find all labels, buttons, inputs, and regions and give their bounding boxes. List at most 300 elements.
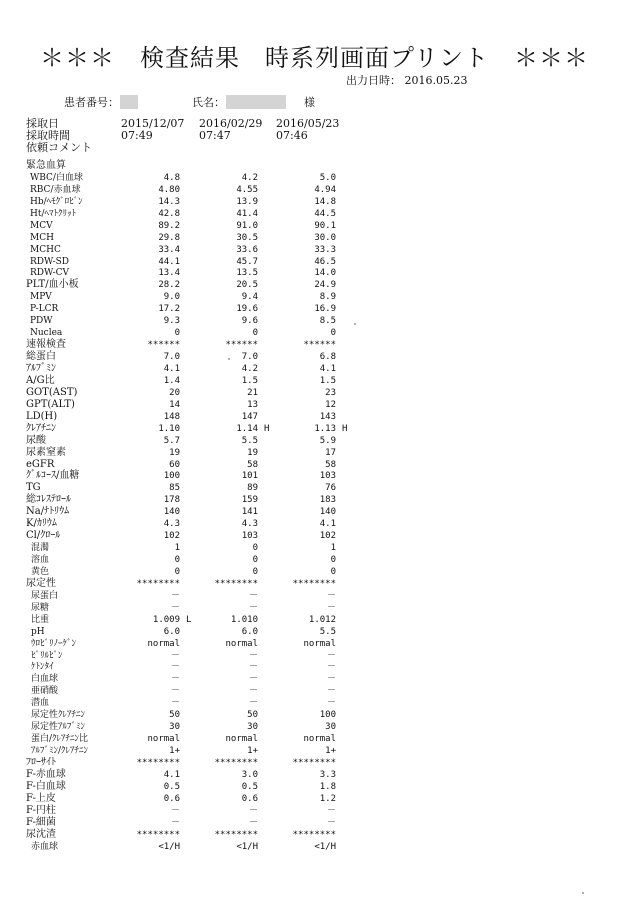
- row-label: 黄色: [31, 566, 50, 577]
- row-label: 赤血球: [31, 841, 59, 852]
- row-label: 溶血: [31, 555, 50, 566]
- value-cell-2: 50: [247, 710, 258, 721]
- value-cell-3: 46.5: [314, 256, 336, 267]
- table-row: [0, 160, 640, 172]
- row-label: 亜硝酸: [31, 686, 59, 697]
- table-row: [0, 745, 640, 757]
- table-row: [0, 709, 640, 721]
- value-cell-3: 1.5: [319, 375, 336, 386]
- value-cell-3: 5.5: [319, 626, 336, 637]
- value-cell-3: －: [326, 805, 336, 816]
- value-cell-2: 5.5: [241, 435, 258, 446]
- value-cell-2: －: [248, 650, 258, 661]
- value-cell-3: 103: [319, 471, 336, 482]
- table-row: [0, 435, 640, 447]
- value-cell-2: 19.6: [236, 304, 258, 315]
- row-label: MCHC: [30, 244, 61, 255]
- row-label: WBC/白血球: [30, 172, 83, 183]
- row-label: PLT/血小板: [26, 279, 79, 291]
- value-cell-1: －: [170, 650, 180, 661]
- row-label: F-円柱: [26, 804, 56, 816]
- row-label: pH: [31, 626, 45, 637]
- value-cell-1: 28.2: [158, 280, 180, 291]
- value-cell-1: －: [170, 602, 180, 613]
- value-cell-1: 20: [169, 387, 180, 398]
- value-cell-2: －: [248, 662, 258, 673]
- row-label: 総ｺﾚｽﾃﾛｰﾙ: [26, 494, 71, 506]
- value-cell-3: －: [326, 686, 336, 697]
- value-cell-2: <1/H: [236, 841, 258, 852]
- row-label: MCH: [30, 232, 54, 243]
- value-cell-2: 33.6: [236, 244, 258, 255]
- table-row: [0, 423, 640, 435]
- value-cell-2: －: [248, 674, 258, 685]
- value-cell-1: ********: [136, 829, 180, 840]
- patient-id-label: 患者番号：: [64, 96, 119, 109]
- value-cell-2: 4.55: [236, 184, 258, 195]
- value-cell-2: 0: [252, 566, 258, 577]
- value-cell-2: 13: [247, 399, 258, 410]
- row-label: F-白血球: [26, 780, 66, 792]
- value-cell-2: 7.0: [241, 352, 258, 363]
- row-label: 尿沈渣: [26, 828, 56, 840]
- value-cell-1: 140: [163, 507, 180, 518]
- value-cell-1: －: [170, 674, 180, 685]
- value-cell-3: －: [326, 817, 336, 828]
- row-label: Ht/ﾍﾏﾄｸﾘｯﾄ: [30, 208, 76, 219]
- value-cell-1: 1.10: [158, 423, 180, 434]
- value-cell-3: 30: [325, 722, 336, 733]
- value-cell-2: 3.0: [241, 769, 258, 780]
- value-cell-3: 8.9: [319, 292, 336, 303]
- value-cell-2: 0: [252, 543, 258, 554]
- table-row: [0, 232, 640, 244]
- value-cell-3: 17: [325, 447, 336, 458]
- table-row: [0, 578, 640, 590]
- row-label: ｱﾙﾌﾞﾐﾝ/ｸﾚｱﾁﾆﾝ: [31, 746, 89, 757]
- value-cell-2: 30: [247, 722, 258, 733]
- value-cell-1: －: [170, 662, 180, 673]
- row-label: 尿定性: [26, 577, 56, 589]
- table-row: [0, 757, 640, 769]
- value-cell-1: ********: [136, 578, 180, 589]
- value-cell-1: normal: [147, 638, 180, 649]
- table-row: [0, 518, 640, 530]
- value-cell-1: 100: [163, 471, 180, 482]
- value-cell-3: 58: [325, 459, 336, 470]
- value-cell-2: normal: [225, 638, 258, 649]
- value-cell-2: 1.14: [236, 423, 258, 434]
- row-label: K/ｶﾘｳﾑ: [26, 518, 57, 530]
- value-cell-3: 8.5: [319, 316, 336, 327]
- row-label: 尿蛋白: [31, 590, 59, 601]
- table-row: [0, 506, 640, 518]
- value-cell-3: ******: [303, 340, 336, 351]
- row-label: RBC/赤血球: [30, 184, 81, 195]
- row-label: 比重: [31, 614, 50, 625]
- value-cell-3: 5.0: [319, 172, 336, 183]
- row-label: RDW-SD: [30, 256, 70, 267]
- value-cell-2: 4.3: [241, 519, 258, 530]
- value-cell-2: －: [248, 590, 258, 601]
- value-cell-3: 1.2: [319, 793, 336, 804]
- table-row: [0, 208, 640, 220]
- value-cell-2: 19: [247, 447, 258, 458]
- value-cell-3: 0: [330, 555, 336, 566]
- value-cell-2: 30.5: [236, 232, 258, 243]
- table-row: [0, 291, 640, 303]
- table-row: [0, 721, 640, 733]
- value-cell-2: ********: [214, 578, 258, 589]
- value-cell-3: 140: [319, 507, 336, 518]
- row-label: 潜血: [31, 698, 50, 709]
- value-cell-1: 60: [169, 459, 180, 470]
- table-row: [0, 805, 640, 817]
- value-cell-3: －: [326, 698, 336, 709]
- row-label: 尿糖: [31, 602, 50, 613]
- header-time-1: 07:49: [121, 129, 153, 142]
- patient-name-label: 氏名：: [192, 96, 225, 109]
- value-cell-1: 1.4: [163, 375, 180, 386]
- table-row: [0, 554, 640, 566]
- row-label: ｸﾞﾙｺｰｽ/血糖: [26, 470, 80, 482]
- table-row: [0, 399, 640, 411]
- header-date-1: 2015/12/07: [121, 117, 185, 130]
- table-row: [0, 387, 640, 399]
- row-label: Hb/ﾍﾓｸﾞﾛﾋﾞﾝ: [30, 196, 83, 207]
- row-label: 尿素窒素: [26, 446, 66, 458]
- header-date-2: 2016/02/29: [199, 117, 263, 130]
- row-label: 速報検査: [26, 339, 66, 351]
- value-cell-3: 6.8: [319, 352, 336, 363]
- row-label: 白血球: [31, 674, 59, 685]
- scan-speck: [582, 892, 584, 894]
- value-cell-3: normal: [303, 734, 336, 745]
- value-cell-1: 1+: [169, 746, 180, 757]
- row-label: PDW: [30, 316, 53, 327]
- value-cell-2: 13.9: [236, 196, 258, 207]
- value-cell-1: －: [170, 686, 180, 697]
- value-cell-1: －: [170, 698, 180, 709]
- row-label: ｱﾙﾌﾞﾐﾝ: [26, 362, 56, 374]
- value-cell-1: 4.80: [158, 184, 180, 195]
- value-cell-1: 4.1: [163, 363, 180, 374]
- table-row: [0, 279, 640, 291]
- value-cell-2: 1+: [247, 746, 258, 757]
- table-row: [0, 184, 640, 196]
- row-label: ｸﾚｱﾁﾆﾝ: [26, 422, 56, 434]
- row-label: 尿酸: [26, 434, 46, 446]
- value-cell-2: －: [248, 817, 258, 828]
- value-cell-1: 5.7: [163, 435, 180, 446]
- table-row: [0, 267, 640, 279]
- value-cell-3: normal: [303, 638, 336, 649]
- value-cell-3: 143: [319, 411, 336, 422]
- value-cell-2: 20.5: [236, 280, 258, 291]
- value-cell-1: 6.0: [163, 626, 180, 637]
- value-cell-1: －: [170, 805, 180, 816]
- row-label: A/G比: [26, 374, 55, 386]
- table-row: [0, 829, 640, 841]
- table-row: [0, 363, 640, 375]
- value-cell-1: 17.2: [158, 304, 180, 315]
- value-cell-3: －: [326, 662, 336, 673]
- table-row: [0, 470, 640, 482]
- honorific: 様: [304, 96, 315, 109]
- value-cell-3: －: [326, 650, 336, 661]
- row-label: TG: [26, 482, 41, 494]
- value-cell-3: 12: [325, 399, 336, 410]
- page-title: ＊＊＊ 検査結果 時系列画面プリント ＊＊＊: [40, 44, 590, 72]
- value-cell-1: 19: [169, 447, 180, 458]
- value-cell-2: 41.4: [236, 208, 258, 219]
- table-row: [0, 638, 640, 650]
- value-cell-2: 0: [252, 328, 258, 339]
- table-row: [0, 602, 640, 614]
- value-cell-3: ********: [292, 758, 336, 768]
- value-cell-2: ******: [225, 340, 258, 351]
- header-time-2: 07:47: [199, 129, 231, 142]
- row-label: 総蛋白: [26, 351, 56, 363]
- value-cell-2: 103: [241, 531, 258, 542]
- value-cell-3: 44.5: [314, 208, 336, 219]
- row-label: F-赤血球: [26, 768, 66, 780]
- value-cell-2: ********: [214, 829, 258, 840]
- value-cell-1: 9.3: [163, 316, 180, 327]
- value-cell-2: 141: [241, 507, 258, 518]
- value-cell-3: ********: [292, 829, 336, 840]
- value-cell-3: 3.3: [319, 769, 336, 780]
- table-row: [0, 733, 640, 745]
- value-cell-1: 89.2: [158, 220, 180, 231]
- value-cell-3: －: [326, 590, 336, 601]
- row-label: LD(H): [26, 410, 58, 422]
- value-cell-1: 33.4: [158, 244, 180, 255]
- value-cell-2: 4.2: [241, 172, 258, 183]
- value-cell-2: 45.7: [236, 256, 258, 267]
- table-row: [0, 244, 640, 256]
- table-row: [0, 590, 640, 602]
- table-row: [0, 327, 640, 339]
- table-row: [0, 482, 640, 494]
- value-cell-3: 183: [319, 495, 336, 506]
- row-label: Nuclea: [30, 328, 63, 339]
- value-cell-2: －: [248, 686, 258, 697]
- header-label-date: 採取日: [26, 117, 59, 130]
- value-cell-3: 23: [325, 387, 336, 398]
- row-label: P-LCR: [30, 304, 59, 315]
- value-cell-3: 30.0: [314, 232, 336, 243]
- value-cell-1: ******: [147, 340, 180, 351]
- table-row: [0, 841, 640, 853]
- value-cell-3: 4.94: [314, 184, 336, 195]
- value-cell-2: 9.6: [241, 316, 258, 327]
- value-cell-1: normal: [147, 734, 180, 745]
- value-cell-2: －: [248, 602, 258, 613]
- value-cell-1: 148: [163, 411, 180, 422]
- value-cell-3: 14.0: [314, 268, 336, 279]
- flag-cell-1: L: [186, 614, 192, 625]
- value-cell-1: 42.8: [158, 208, 180, 219]
- value-cell-2: 0.5: [241, 781, 258, 792]
- value-cell-3: 102: [319, 531, 336, 542]
- table-row: [0, 375, 640, 387]
- row-label: 混濁: [31, 543, 50, 554]
- value-cell-2: －: [248, 805, 258, 816]
- row-label: Cl/ｸﾛｰﾙ: [26, 530, 61, 542]
- table-row: [0, 339, 640, 351]
- value-cell-2: 101: [241, 471, 258, 482]
- scan-speck: [354, 323, 356, 325]
- value-cell-1: ********: [136, 758, 180, 768]
- table-row: [0, 447, 640, 459]
- value-cell-1: －: [170, 817, 180, 828]
- value-cell-3: 90.1: [314, 220, 336, 231]
- value-cell-1: 7.0: [163, 352, 180, 363]
- value-cell-2: 58: [247, 459, 258, 470]
- value-cell-2: 147: [241, 411, 258, 422]
- value-cell-3: <1/H: [314, 841, 336, 852]
- value-cell-1: 4.3: [163, 519, 180, 530]
- value-cell-3: 1.13: [314, 423, 336, 434]
- row-label: eGFR: [26, 458, 55, 470]
- value-cell-3: 4.1: [319, 363, 336, 374]
- row-label: F-細菌: [26, 816, 56, 828]
- value-cell-1: 85: [169, 483, 180, 494]
- flag-cell-2: H: [264, 423, 270, 434]
- row-label: Na/ﾅﾄﾘｳﾑ: [26, 506, 70, 518]
- table-row: [0, 685, 640, 697]
- row-label: MPV: [30, 292, 52, 303]
- value-cell-1: 4.8: [163, 172, 180, 183]
- row-label: ﾋﾞﾘﾙﾋﾞﾝ: [31, 650, 63, 661]
- row-label: ｳﾛﾋﾞﾘﾉｰｹﾞﾝ: [31, 638, 77, 649]
- row-label: F-上皮: [26, 792, 56, 804]
- table-row: [0, 626, 640, 638]
- value-cell-3: 4.1: [319, 519, 336, 530]
- value-cell-1: 14.3: [158, 196, 180, 207]
- table-row: [0, 650, 640, 662]
- table-row: [0, 172, 640, 184]
- table-row: [0, 494, 640, 506]
- value-cell-1: 1.009: [152, 614, 180, 625]
- value-cell-3: 14.8: [314, 196, 336, 207]
- value-cell-3: 1.012: [308, 614, 336, 625]
- value-cell-1: 4.1: [163, 769, 180, 780]
- value-cell-3: －: [326, 602, 336, 613]
- value-cell-2: ********: [214, 758, 258, 768]
- table-row: [0, 817, 640, 829]
- header-time-3: 07:46: [276, 129, 308, 142]
- table-row: [0, 769, 640, 781]
- table-row: [0, 673, 640, 685]
- value-cell-1: 50: [169, 710, 180, 721]
- value-cell-1: 29.8: [158, 232, 180, 243]
- value-cell-1: 0.5: [163, 781, 180, 792]
- value-cell-3: 0: [330, 566, 336, 577]
- row-label: ﾌﾛｰｻｲﾄ: [26, 757, 56, 768]
- table-row: [0, 256, 640, 268]
- value-cell-3: 24.9: [314, 280, 336, 291]
- value-cell-3: ********: [292, 578, 336, 589]
- output-date: 出力日時： 2016.05.23: [346, 74, 468, 87]
- table-row: [0, 351, 640, 363]
- row-label: ｹﾄﾝﾀｲ: [31, 662, 54, 673]
- value-cell-1: 0: [174, 566, 180, 577]
- value-cell-1: 0: [174, 328, 180, 339]
- value-cell-2: 21: [247, 387, 258, 398]
- table-row: [0, 220, 640, 232]
- table-row: [0, 411, 640, 423]
- table-row: [0, 196, 640, 208]
- value-cell-1: 0.6: [163, 793, 180, 804]
- value-cell-1: 1: [174, 543, 180, 554]
- row-label: 緊急血算: [26, 160, 66, 171]
- value-cell-1: 9.0: [163, 292, 180, 303]
- value-cell-2: 1.5: [241, 375, 258, 386]
- value-cell-1: 30: [169, 722, 180, 733]
- value-cell-2: 89: [247, 483, 258, 494]
- value-cell-3: 1: [330, 543, 336, 554]
- table-row: [0, 566, 640, 578]
- row-label: 蛋白/ｸﾚｱﾁﾆﾝ比: [31, 734, 89, 745]
- value-cell-2: 159: [241, 495, 258, 506]
- redacted-patient-name: [226, 95, 286, 109]
- header-label-time: 採取時間: [26, 129, 70, 142]
- table-row: [0, 661, 640, 673]
- row-label: RDW-CV: [30, 268, 70, 279]
- value-cell-1: <1/H: [158, 841, 180, 852]
- row-label: GPT(ALT): [26, 398, 75, 410]
- value-cell-1: 102: [163, 531, 180, 542]
- value-cell-3: 100: [319, 710, 336, 721]
- table-row: [0, 315, 640, 327]
- header-label-comment: 依頼コメント: [26, 141, 92, 154]
- redacted-patient-id: [120, 95, 138, 109]
- table-row: [0, 459, 640, 471]
- row-label: 尿定性ｸﾚｱﾁﾆﾝ: [31, 710, 86, 721]
- scan-speck: [228, 358, 230, 360]
- value-cell-3: 1.8: [319, 781, 336, 792]
- table-row: [0, 303, 640, 315]
- value-cell-1: 13.4: [158, 268, 180, 279]
- table-row: [0, 542, 640, 554]
- value-cell-3: 16.9: [314, 304, 336, 315]
- flag-cell-3: H: [342, 423, 348, 434]
- value-cell-3: 1+: [325, 746, 336, 757]
- value-cell-2: 6.0: [241, 626, 258, 637]
- value-cell-2: 9.4: [241, 292, 258, 303]
- header-date-3: 2016/05/23: [276, 117, 340, 130]
- value-cell-1: －: [170, 590, 180, 601]
- value-cell-2: 0: [252, 555, 258, 566]
- value-cell-2: －: [248, 698, 258, 709]
- row-label: MCV: [30, 220, 53, 231]
- value-cell-2: 13.5: [236, 268, 258, 279]
- row-label: 尿定性ｱﾙﾌﾞﾐﾝ: [31, 722, 86, 733]
- value-cell-3: 0: [330, 328, 336, 339]
- table-row: [0, 697, 640, 709]
- value-cell-1: 14: [169, 399, 180, 410]
- table-row: [0, 530, 640, 542]
- value-cell-2: 91.0: [236, 220, 258, 231]
- value-cell-3: 76: [325, 483, 336, 494]
- table-row: [0, 781, 640, 793]
- row-label: GOT(AST): [26, 386, 78, 398]
- value-cell-3: 33.3: [314, 244, 336, 255]
- table-row: [0, 793, 640, 805]
- value-cell-2: 4.2: [241, 363, 258, 374]
